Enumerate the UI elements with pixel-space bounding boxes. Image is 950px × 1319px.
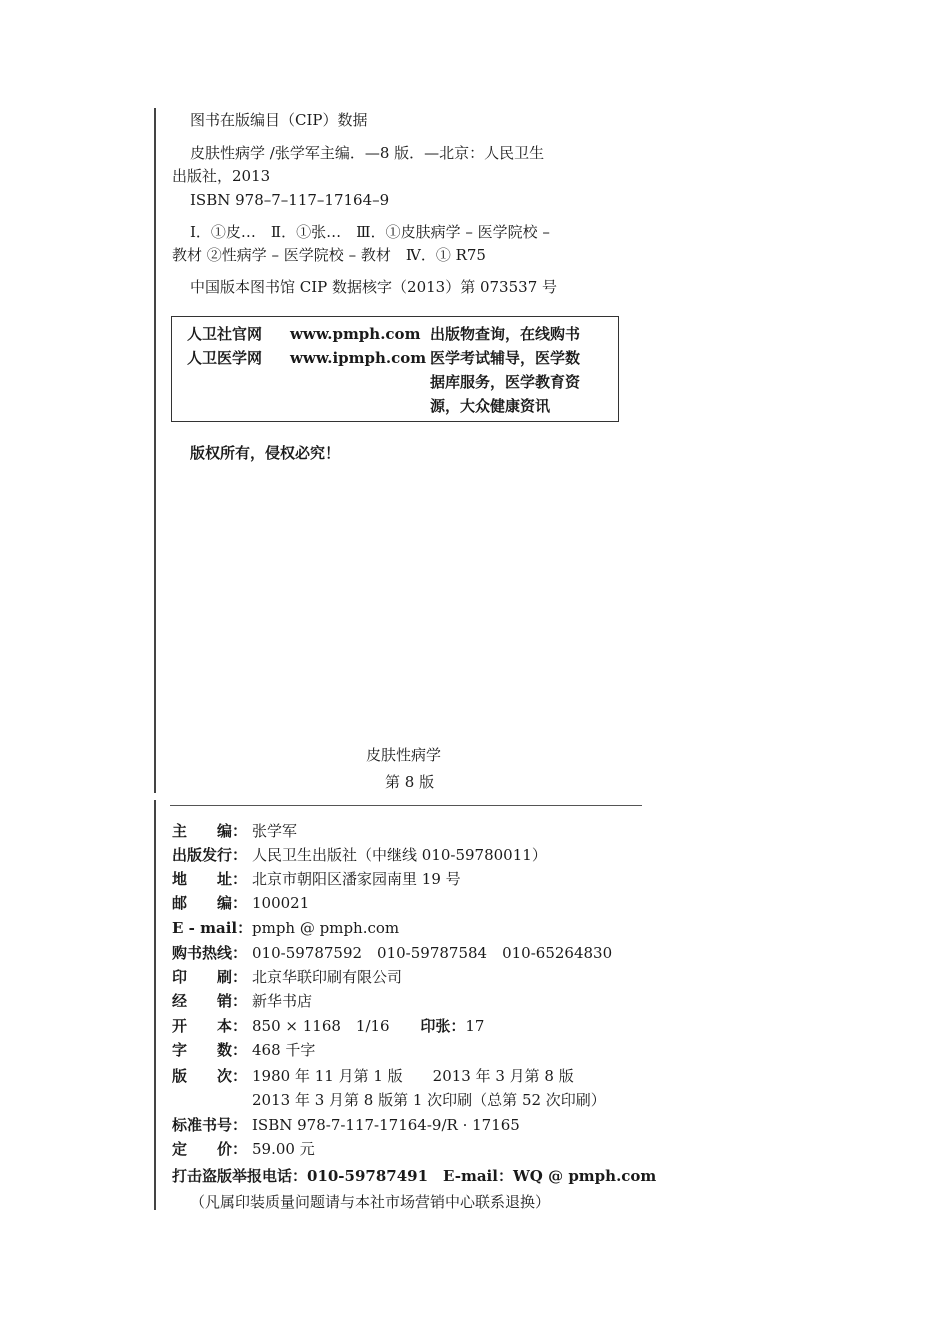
box-desc-1: 出版物查询，在线购书 [430, 325, 581, 343]
colophon-editor [172, 821, 297, 841]
rights-notice: 版权所有，侵权必究！ [190, 444, 341, 462]
hotline-label: 购书热线： [172, 944, 248, 962]
address-value: 北京市朝阳区潘家园南里 19 号 [252, 870, 461, 888]
address-label: 地 址： [172, 870, 248, 888]
site2-url[interactable]: www.ipmph.com [290, 349, 427, 367]
site1-name: 人卫社官网 [187, 325, 263, 343]
format-label: 开 本： [172, 1017, 248, 1035]
version-label: 版 次： [172, 1067, 248, 1085]
distributor-value: 新华书店 [252, 992, 313, 1010]
book-title: 皮肤性病学 [366, 746, 442, 764]
colophon-hotline [172, 943, 612, 963]
sheets-value: 17 [465, 1017, 485, 1035]
publisher-value: 人民卫生出版社（中继线 010-59780011） [252, 846, 547, 864]
hotline-value: 010-59787592 010-59787584 010-65264830 [252, 944, 613, 962]
colophon-version [172, 1066, 574, 1086]
postcode-value: 100021 [252, 894, 310, 912]
site2-name: 人卫医学网 [187, 349, 263, 367]
editor-label: 主 编： [172, 822, 248, 840]
version-value-2: 2013 年 3 月第 8 版第 1 次印刷（总第 52 次印刷） [252, 1091, 606, 1109]
colophon-format [172, 1016, 484, 1036]
words-label: 字 数： [172, 1041, 248, 1059]
site1-url[interactable]: www.pmph.com [290, 325, 421, 343]
cip-record-number: 中国版本图书馆 CIP 数据核字（2013）第 073537 号 [190, 278, 558, 296]
publisher-label: 出版发行： [172, 846, 248, 864]
colophon-postcode [172, 893, 309, 913]
margin-rule-bottom [154, 800, 156, 1210]
margin-rule-top [154, 108, 156, 793]
email-label: E - mail： [172, 919, 253, 937]
price-value: 59.00 元 [252, 1140, 315, 1158]
colophon-price [172, 1139, 315, 1159]
cip-class-2: 教材 ②性病学 – 医学院校 – 教材 Ⅳ．① R75 [172, 246, 486, 264]
box-desc-2: 医学考试辅导，医学数 [430, 349, 581, 367]
format-value: 850 × 1168 1/16 [252, 1017, 390, 1035]
price-label: 定 价： [172, 1140, 248, 1158]
cip-line-1: 皮肤性病学 /张学军主编．—8 版．—北京：人民卫生 [190, 144, 545, 162]
colophon-printer [172, 967, 402, 987]
cip-isbn: ISBN 978–7–117–17164–9 [190, 191, 390, 209]
isbn-label: 标准书号： [172, 1116, 248, 1134]
postcode-label: 邮 编： [172, 894, 248, 912]
editor-value: 张学军 [252, 822, 298, 840]
box-desc-4: 源，大众健康资讯 [430, 397, 551, 415]
antipiracy-line: 打击盗版举报电话：010-59787491 E-mail：WQ @ pmph.com [172, 1167, 657, 1185]
colophon-isbn [172, 1115, 520, 1135]
return-note: （凡属印装质量问题请与本社市场营销中心联系退换） [190, 1193, 551, 1211]
isbn-value: ISBN 978-7-117-17164-9/R · 17165 [252, 1116, 520, 1134]
sheets-label: 印张： [420, 1017, 466, 1035]
box-desc-3: 据库服务，医学教育资 [430, 373, 581, 391]
distributor-label: 经 销： [172, 992, 248, 1010]
cip-class-1: Ⅰ．①皮… Ⅱ．①张… Ⅲ．①皮肤病学 – 医学院校 – [190, 223, 550, 241]
colophon-publisher [172, 845, 547, 865]
words-value: 468 千字 [252, 1041, 316, 1059]
version-value-1: 1980 年 11 月第 1 版 2013 年 3 月第 8 版 [252, 1067, 574, 1085]
email-value[interactable]: pmph @ pmph.com [252, 919, 400, 937]
colophon-address [172, 869, 461, 889]
colophon-email [172, 918, 399, 938]
printer-value: 北京华联印刷有限公司 [252, 968, 403, 986]
cip-heading: 图书在版编目（CIP）数据 [190, 111, 368, 129]
printer-label: 印 刷： [172, 968, 248, 986]
colophon-divider [170, 805, 642, 806]
cip-line-2: 出版社，2013 [172, 167, 271, 185]
book-edition: 第 8 版 [385, 773, 435, 791]
colophon-words [172, 1040, 315, 1060]
colophon-distributor [172, 991, 312, 1011]
